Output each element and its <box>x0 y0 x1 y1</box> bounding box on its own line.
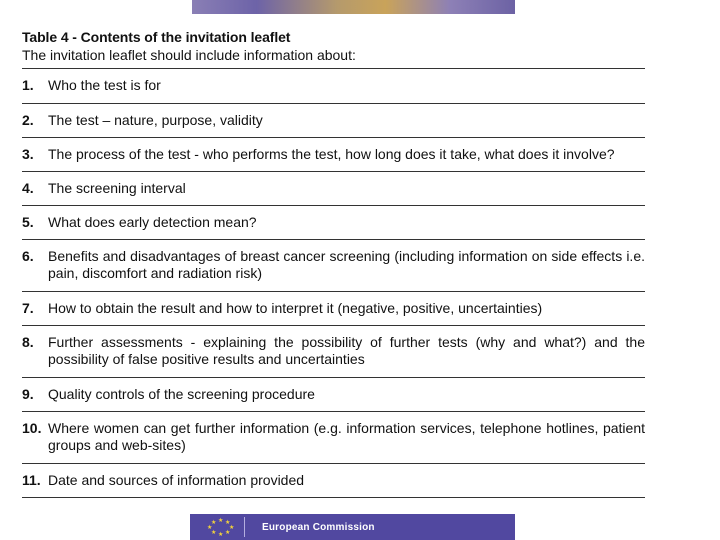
item-text: What does early detection mean? <box>48 214 257 230</box>
item-number: 6. <box>22 248 34 264</box>
item-number: 11. <box>22 472 41 488</box>
item-number: 4. <box>22 180 34 196</box>
item-number: 7. <box>22 300 34 316</box>
item-text: How to obtain the result and how to interpret it (negative, positive, uncertainties) <box>48 300 543 316</box>
eu-flag-icon: ★ ★ ★ ★ ★ ★ ★ ★ <box>198 517 245 537</box>
item-text: Who the test is for <box>48 77 161 93</box>
document-table <box>22 28 645 498</box>
table-title: Table 4 - Contents of the invitation leaflet <box>22 29 291 45</box>
list-item-10 <box>22 412 645 464</box>
item-number: 5. <box>22 214 34 230</box>
list-item-3 <box>22 138 645 172</box>
top-banner-image <box>192 0 515 14</box>
item-text: Benefits and disadvantages of breast cancer screening (including information on side effects i.e. pain, discomfort and radiation risk) <box>48 248 645 281</box>
item-number: 8. <box>22 334 34 350</box>
item-text: Further assessments - explaining the possibility of further tests (why and what?) and the possibility of false positive results and uncertainties <box>48 334 645 367</box>
item-text: The test – nature, purpose, validity <box>48 112 263 128</box>
list-item-2 <box>22 104 645 138</box>
item-number: 10. <box>22 420 42 436</box>
list-item-1 <box>22 69 645 104</box>
list-item-8 <box>22 326 645 378</box>
list-item-7 <box>22 292 645 326</box>
list-item-9 <box>22 378 645 412</box>
item-text: Where women can get further information (e.g. information services, telephone hotlines, patient groups and web-sites) <box>48 420 645 453</box>
footer-banner <box>190 514 515 540</box>
list-item-4 <box>22 172 645 206</box>
item-number: 1. <box>22 77 34 93</box>
item-number: 2. <box>22 112 34 128</box>
list-item-5 <box>22 206 645 240</box>
item-number: 9. <box>22 386 34 402</box>
footer-label: European Commission <box>262 522 375 533</box>
item-text: The process of the test - who performs the test, how long does it take, what does it involve? <box>48 146 615 162</box>
item-text: Quality controls of the screening procedure <box>48 386 315 402</box>
table-subtitle: The invitation leaflet should include information about: <box>22 47 356 63</box>
item-text: Date and sources of information provided <box>48 472 305 488</box>
item-text: The screening interval <box>48 180 186 196</box>
list-item-11 <box>22 464 645 498</box>
list-item-6 <box>22 240 645 292</box>
item-number: 3. <box>22 146 34 162</box>
